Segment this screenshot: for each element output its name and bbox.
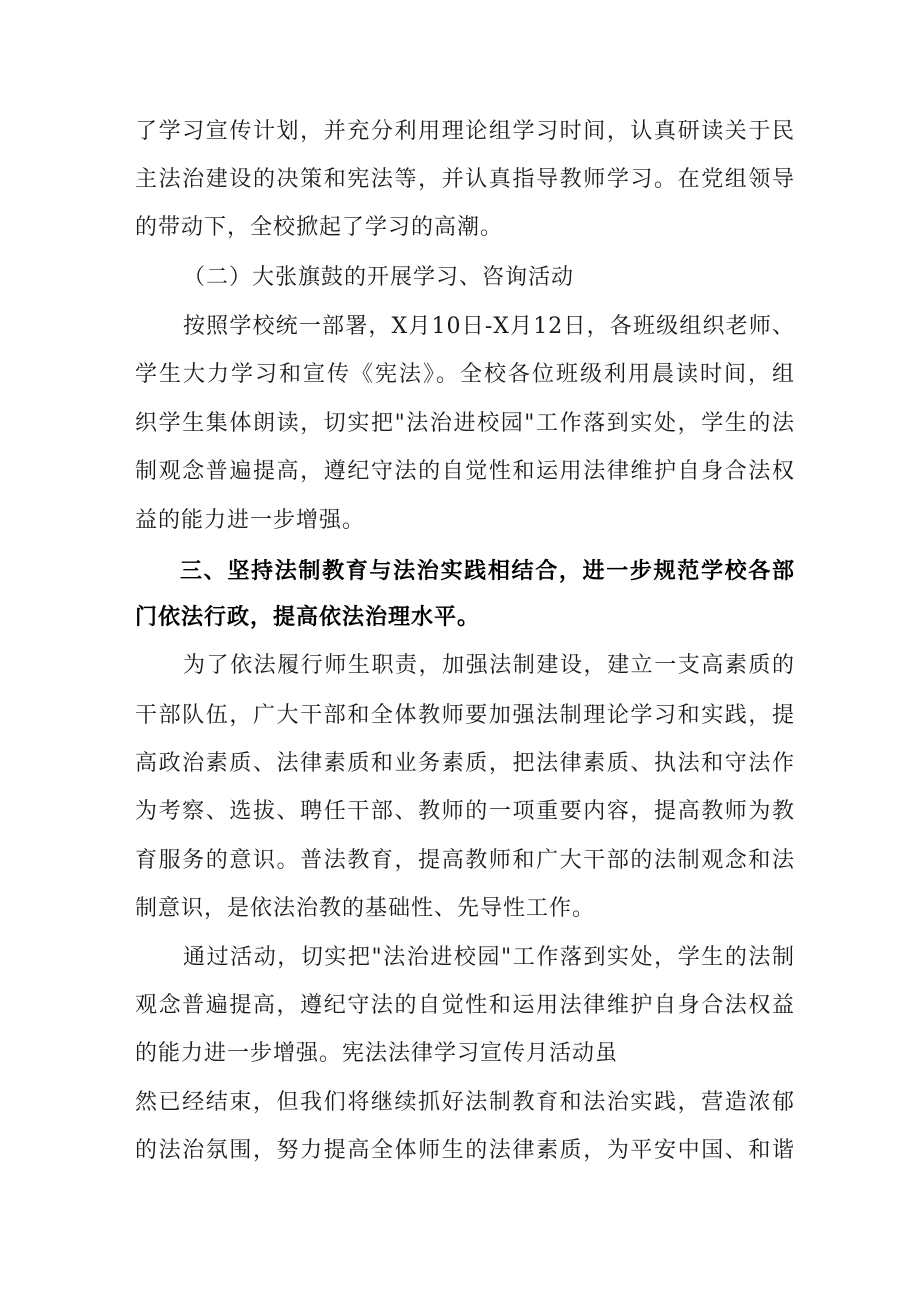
paragraph-line: 然已经结束，但我们将继续抓好法制教育和法治实践，营造浓郁	[135, 1090, 795, 1115]
paragraph-line: 为了依法履行师生职责，加强法制建设，建立一支高素质的	[183, 653, 795, 678]
paragraph-line: 育服务的意识。普法教育，提高教师和广大干部的法制观念和法	[135, 848, 795, 873]
paragraph-line: 的法治氛围，努力提高全体师生的法律素质，为平安中国、和谐	[135, 1138, 795, 1163]
paragraph-line: 制观念普遍提高，遵纪守法的自觉性和运用法律维护自身合法权	[135, 459, 795, 484]
paragraph-line: 主法治建设的决策和宪法等，并认真指导教师学习。在党组领导	[135, 167, 795, 192]
paragraph-line: 的带动下，全校掀起了学习的高潮。	[135, 215, 504, 240]
paragraph-line: 通过活动，切实把"法治进校园"工作落到实处，学生的法制	[183, 945, 795, 970]
paragraph-line: 观念普遍提高，遵纪守法的自觉性和运用法律维护自身合法权益	[135, 993, 795, 1018]
paragraph-line: 织学生集体朗读，切实把"法治进校园"工作落到实处，学生的法	[135, 411, 795, 436]
paragraph-line: 为考察、选拔、聘任干部、教师的一项重要内容，提高教师为教	[135, 799, 795, 824]
section-subheading: （二）大张旗鼓的开展学习、咨询活动	[183, 265, 575, 290]
paragraph-line: 了学习宣传计划，并充分利用理论组学习时间，认真研读关于民	[135, 119, 795, 144]
paragraph-line: 益的能力进一步增强。	[135, 508, 366, 533]
paragraph-line: 按照学校统一部署，X月10日-X月12日，各班级组织老师、	[183, 314, 795, 339]
paragraph-line: 干部队伍，广大干部和全体教师要加强法制理论学习和实践，提	[135, 703, 795, 728]
section-heading: 门依法行政，提高依法治理水平。	[135, 605, 481, 630]
paragraph-line: 高政治素质、法律素质和业务素质，把法律素质、执法和守法作	[135, 751, 795, 776]
section-heading: 三、坚持法制教育与法治实践相结合，进一步规范学校各部	[180, 559, 795, 584]
paragraph-line: 学生大力学习和宣传《宪法》。全校各位班级利用晨读时间，组	[135, 362, 795, 387]
paragraph-line: 的能力进一步增强。宪法法律学习宣传月活动虽	[135, 1041, 619, 1066]
paragraph-line: 制意识，是依法治教的基础性、先导性工作。	[135, 896, 596, 921]
